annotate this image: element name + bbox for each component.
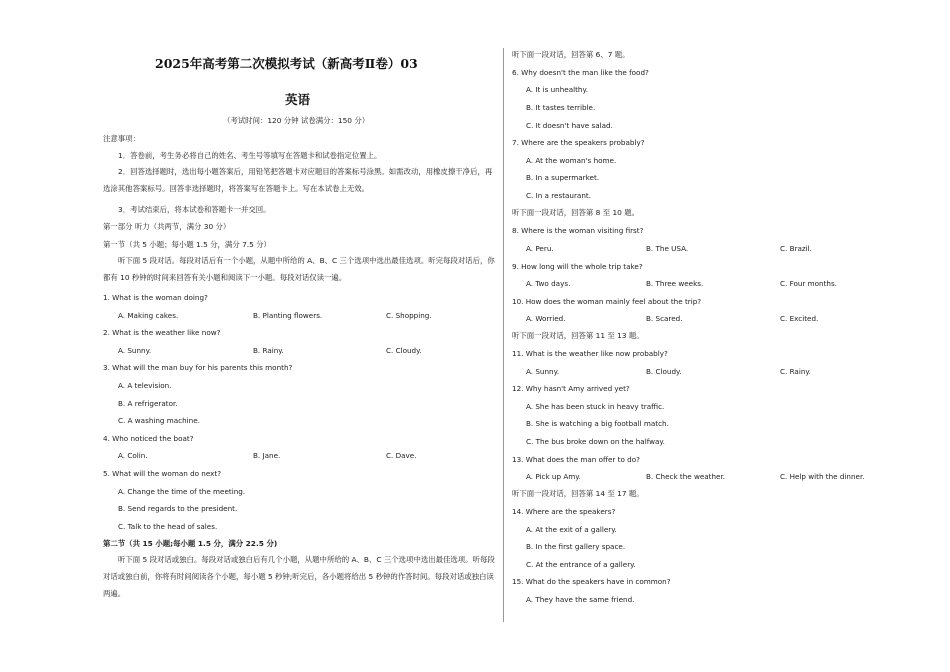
q13-option-a: A. Pick up Amy. xyxy=(526,472,581,481)
question-1: 1. What is the woman doing? xyxy=(103,293,208,302)
q8-option-a: A. Peru. xyxy=(526,244,554,253)
note-3: 3．考试结束后，将本试卷和答题卡一并交回。 xyxy=(118,205,271,214)
q10-option-c: C. Excited. xyxy=(780,314,819,323)
q1-option-a: A. Making cakes. xyxy=(118,311,179,320)
question-7: 7. Where are the speakers probably? xyxy=(512,138,645,147)
q13-option-b: B. Check the weather. xyxy=(646,472,726,481)
q2-option-a: A. Sunny. xyxy=(118,346,152,355)
q2-option-b: B. Rainy. xyxy=(253,346,284,355)
dialog-14-17-heading: 听下面一段对话，回答第 14 至 17 题。 xyxy=(512,489,644,498)
q7-option-c: C. In a restaurant. xyxy=(526,191,591,200)
section1-instructions: 听下面 5 段对话。每段对话后有一个小题，从题中所给的 A、B、C 三个选项中选出最佳选项。听完每段对话后，你都有 10 秒钟的时间来回答有关小题和阅读下一小题。每段对话仅读一遍。 xyxy=(103,256,495,282)
question-4: 4. Who noticed the boat? xyxy=(103,434,194,443)
q11-option-b: B. Cloudy. xyxy=(646,367,682,376)
q3-option-b: B. A refrigerator. xyxy=(118,399,178,408)
q6-option-a: A. It is unhealthy. xyxy=(526,85,588,94)
dialog-8-10-heading: 听下面一段对话，回答第 8 至 10 题。 xyxy=(512,208,639,217)
q9-option-b: B. Three weeks. xyxy=(646,279,704,288)
question-8: 8. Where is the woman visiting first? xyxy=(512,226,644,235)
q10-option-b: B. Scared. xyxy=(646,314,683,323)
part1-heading: 第一部分 听力（共两节，满分 30 分） xyxy=(103,222,231,231)
q12-option-a: A. She has been stuck in heavy traffic. xyxy=(526,402,665,411)
exam-info: （考试时间：120 分钟 试卷满分：150 分） xyxy=(223,116,370,125)
q8-option-c: C. Brazil. xyxy=(780,244,812,253)
q3-option-c: C. A washing machine. xyxy=(118,416,200,425)
dialog-11-13-heading: 听下面一段对话，回答第 11 至 13 题。 xyxy=(512,331,644,340)
section2-heading: 第二节（共 15 小题;每小题 1.5 分，满分 22.5 分) xyxy=(103,539,278,548)
section1-heading: 第一节（共 5 小题；每小题 1.5 分，满分 7.5 分） xyxy=(103,240,271,249)
exam-title: 2025年高考第二次模拟考试（新高考Ⅱ卷）03 xyxy=(155,56,418,71)
question-6: 6. Why doesn't the man like the food? xyxy=(512,68,649,77)
q4-option-a: A. Colin. xyxy=(118,451,148,460)
q9-option-c: C. Four months. xyxy=(780,279,838,288)
q14-option-a: A. At the exit of a gallery. xyxy=(526,525,617,534)
q8-option-b: B. The USA. xyxy=(646,244,689,253)
question-14: 14. Where are the speakers? xyxy=(512,507,616,516)
note-2: 2．回答选择题时，选出每小题答案后，用铅笔把答题卡对应题目的答案标号涂黑。如需改动，用橡皮擦干净后，再选涂其他答案标号。回答非选择题时，将答案写在答题卡上。写在本试卷上无效。 xyxy=(103,167,493,193)
q14-option-c: C. At the entrance of a gallery. xyxy=(526,560,636,569)
q14-option-b: B. In the first gallery space. xyxy=(526,542,626,551)
question-13: 13. What does the man offer to do? xyxy=(512,455,640,464)
q1-option-b: B. Planting flowers. xyxy=(253,311,323,320)
q6-option-c: C. It doesn't have salad. xyxy=(526,121,613,130)
q7-option-a: A. At the woman's home. xyxy=(526,156,617,165)
note-1: 1．答卷前，考生务必将自己的姓名、考生号等填写在答题卡和试卷指定位置上。 xyxy=(118,151,382,160)
q11-option-c: C. Rainy. xyxy=(780,367,811,376)
q7-option-b: B. In a supermarket. xyxy=(526,173,600,182)
q15-option-a: A. They have the same friend. xyxy=(526,595,635,604)
question-2: 2. What is the weather like now? xyxy=(103,328,221,337)
q5-option-a: A. Change the time of the meeting. xyxy=(118,487,246,496)
dialog-6-7-heading: 听下面一段对话，回答第 6、7 题。 xyxy=(512,50,630,59)
q1-option-c: C. Shopping. xyxy=(386,311,432,320)
question-9: 9. How long will the whole trip take? xyxy=(512,262,643,271)
question-11: 11. What is the weather like now probably? xyxy=(512,349,668,358)
notes-title: 注意事项： xyxy=(103,134,140,143)
question-5: 5. What will the woman do next? xyxy=(103,469,222,478)
q9-option-a: A. Two days. xyxy=(526,279,571,288)
q13-option-c: C. Help with the dinner. xyxy=(780,472,865,481)
q2-option-c: C. Cloudy. xyxy=(386,346,422,355)
question-10: 10. How does the woman mainly feel about the trip? xyxy=(512,297,702,306)
q12-option-c: C. The bus broke down on the halfway. xyxy=(526,437,665,446)
q11-option-a: A. Sunny. xyxy=(526,367,560,376)
q5-option-c: C. Talk to the head of sales. xyxy=(118,522,218,531)
question-12: 12. Why hasn't Amy arrived yet? xyxy=(512,384,630,393)
q10-option-a: A. Worried. xyxy=(526,314,566,323)
question-3: 3. What will the man buy for his parents this month? xyxy=(103,363,293,372)
q4-option-c: C. Dave. xyxy=(386,451,417,460)
q4-option-b: B. Jane. xyxy=(253,451,281,460)
question-15: 15. What do the speakers have in common? xyxy=(512,577,671,586)
q3-option-a: A. A television. xyxy=(118,381,172,390)
section2-instructions: 听下面 5 段对话或独白。每段对话或独白后有几个小题，从题中所给的 A、B、C 三个选项中选出最佳选项。听每段对话或独白前，你将有时间阅读各个小题，每小题 5 秒钟;听完后，各小题将给出 5 秒钟的作答时间。每段对话或独白读两遍。 xyxy=(103,555,495,598)
q12-option-b: B. She is watching a big football match. xyxy=(526,419,669,428)
column-divider xyxy=(503,48,504,622)
subject-title: 英语 xyxy=(285,92,311,107)
q5-option-b: B. Send regards to the president. xyxy=(118,504,238,513)
q6-option-b: B. It tastes terrible. xyxy=(526,103,596,112)
